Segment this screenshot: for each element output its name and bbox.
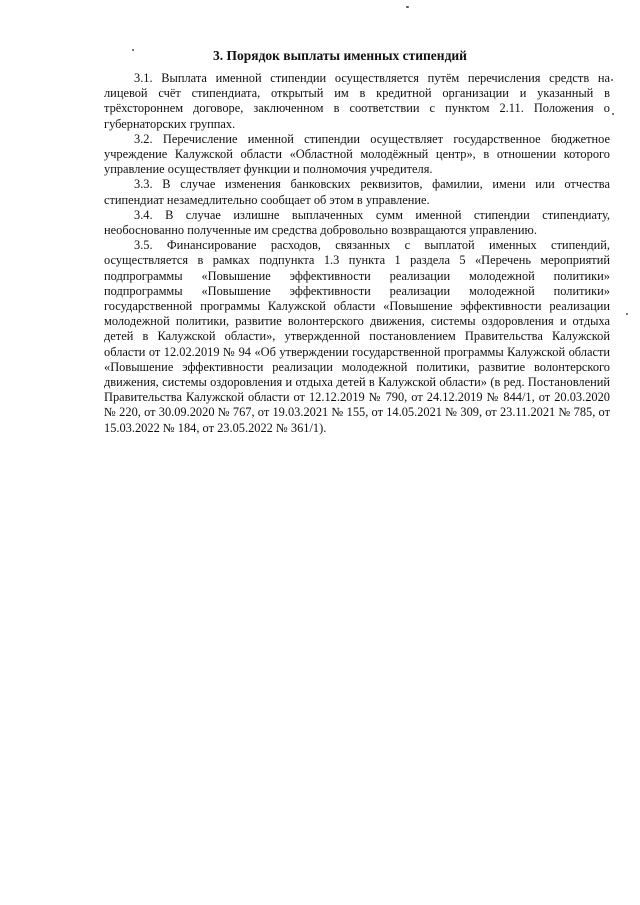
paragraph-3-5: 3.5. Финансирование расходов, связанных с выплатой именных стипендий, осуществляется в рамках подпункта 1.3 пункта 1 раздела 5 «Перечень мероприятий подпрограммы «Повышение эффективности реализации молодежной политики» подпрограммы «Повышение эффективности реализации молодежной политики» государственной программы Калужской области «Повышение эффективности реализации молодежной политики, развитие волонтерского движения, системы оздоровления и отдыха детей в Калужской области», утвержденной постановлением Правительства Калужской области от 12.02.2019 № 94 «Об утверждении государственной программы Калужской области «Повышение эффективности реализации молодежной политики, развитие волонтерского движения, системы оздоровления и отдыха детей в Калужской области» (в ред. Постановлений Правительства Калужской области от 12.12.2019 № 790, от 24.12.2019 № 844/1, от 20.03.2020 № 220, от 30.09.2020 № 767, от 19.03.2021 № 155, от 14.05.2021 № 309, от 23.11.2021 № 785, от 15.03.2022 № 184, от 23.05.2022 № 361/1). [104, 238, 610, 435]
section-body [104, 71, 610, 436]
scan-speck [626, 313, 628, 315]
scan-speck [611, 79, 613, 81]
paragraph-3-2: 3.2. Перечисление именной стипендии осуществляет государственное бюджетное учреждение Калужской области «Областной молодёжный центр», в отношении которого управление осуществляет функции и полномочия учредителя. [104, 131, 610, 177]
paragraph-3-1: 3.1. Выплата именной стипендии осуществляется путём перечисления средств на лицевой счёт стипендиата, открытый им в кредитной организации и указанный в трёхстороннем договоре, заключенном в соответствии с пунктом 2.11. Положения о губернаторских группах. [104, 71, 610, 131]
scan-speck [406, 6, 409, 8]
section-title: 3. Порядок выплаты именных стипендий [213, 48, 467, 64]
scan-speck [612, 113, 614, 115]
paragraph-3-4: 3.4. В случае излишне выплаченных сумм именной стипендии стипендиату, необоснованно полученные им средства добровольно возвращаются управлению. [104, 207, 610, 238]
paragraph-3-3: 3.3. В случае изменения банковских реквизитов, фамилии, имени или отчества стипендиат незамедлительно сообщает об этом в управление. [104, 177, 610, 207]
